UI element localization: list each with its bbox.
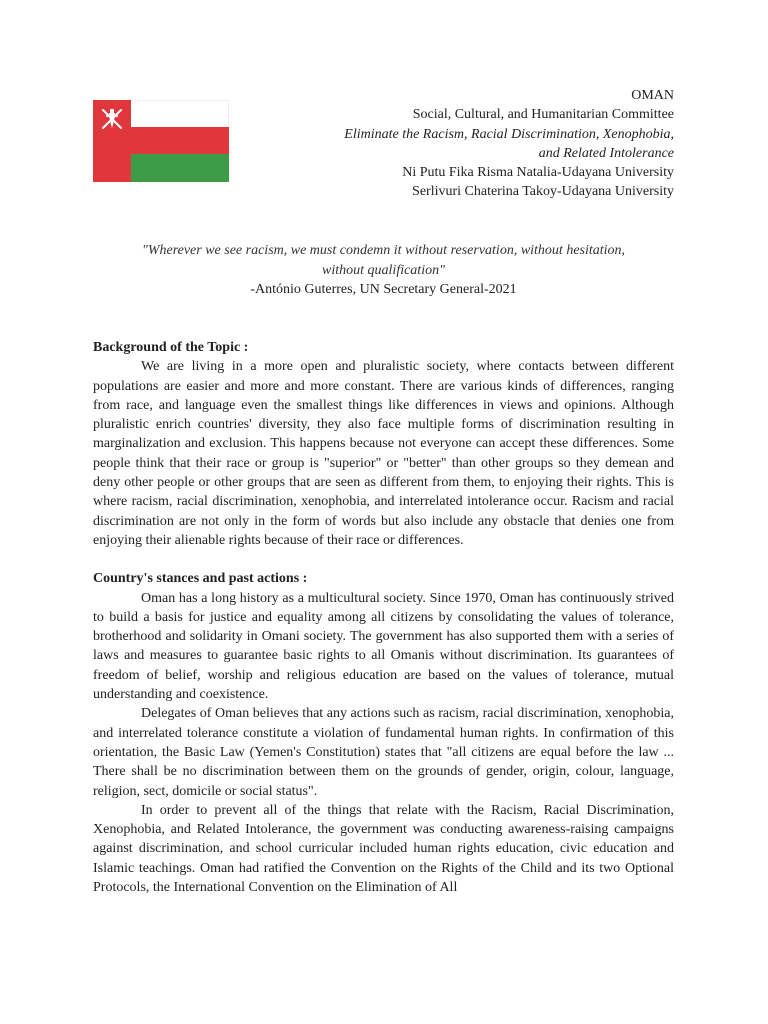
- header-block: [344, 86, 674, 202]
- stances-paragraph-3: In order to prevent all of the things that relate with the Racism, Racial Discrimination, Xenophobia, and Related Intolerance, the government was conducting awareness-raising campaigns against discrimination, and school curricular included human rights education, civic education and Islamic teachings. Oman had ratified the Convention on the Rights of the Child and its two Optional Protocols, the International Convention on the Elimination of All: [93, 802, 674, 896]
- quote-text-line-2: without qualification": [322, 262, 445, 278]
- stances-paragraph-2: Delegates of Oman believes that any actions such as racism, racial discrimination, xenophobia, and interrelated tolerance constitute a violation of fundamental human rights. In confirmation of this orientation, the Basic Law (Yemen's Constitution) states that "all citizens are equal before the law ... There shall be no discrimination between them on the grounds of gender, origin, colour, language, religion, sect, domicile or social status".: [93, 706, 674, 799]
- delegate-1: Ni Putu Fika Risma Natalia-Udayana University: [402, 165, 674, 181]
- quote-text-line-1: "Wherever we see racism, we must condemn it without reservation, without hesitation,: [141, 243, 626, 258]
- background-paragraph: We are living in a more open and pluralistic society, where contacts between different populations are easier and more and more constant. There are various kinds of differences, ranging from race, and language even the smallest things like differences in views and opinions. Although pluralistic enrich countries' diversity, they also face multiple forms of discrimination resulting in marginalization and exclusion. This happens because not everyone can accept these differences. Some people think that their race or group is "superior" or "better" than other groups so they demean and deny other people or other groups that are seen as different from them, to enjoying their rights. This is where racism, racial discrimination, xenophobia, and interrelated intolerance occur. Racism and racial discrimination are not only in the form of words but also include any obstacle that denies one from enjoying their alienable rights because of their race or differences.: [93, 359, 674, 548]
- topic-line-1: Eliminate the Racism, Racial Discrimination, Xenophobia,: [344, 126, 674, 142]
- stances-paragraph-1: Oman has a long history as a multicultural society. Since 1970, Oman has continuously strived to build a basis for justice and equality among all citizens by consolidating the values of tolerance, brotherhood and solidarity in Omani society. The government has also supported them with a series of laws and measures to guarantee basic rights to all Omanis without discrimination. Its guarantees of freedom of belief, worship and religious education are based on the values of tolerance, mutual understanding and coexistence.: [93, 590, 674, 703]
- committee-name: Social, Cultural, and Humanitarian Committee: [412, 107, 674, 123]
- oman-emblem-icon: [97, 104, 127, 134]
- oman-flag: [93, 100, 229, 182]
- opening-quote: [93, 241, 674, 300]
- document-body: [93, 338, 674, 897]
- topic-line-2: and Related Intolerance: [538, 145, 674, 161]
- country-name: OMAN: [631, 88, 674, 103]
- section-gap: [93, 550, 674, 569]
- section-title-stances: Country's stances and past actions :: [93, 571, 308, 587]
- section-title-background: Background of the Topic :: [93, 340, 249, 355]
- quote-attribution: -António Guterres, UN Secretary General-2021: [250, 282, 517, 297]
- delegate-2: Serlivuri Chaterina Takoy-Udayana University: [412, 184, 674, 200]
